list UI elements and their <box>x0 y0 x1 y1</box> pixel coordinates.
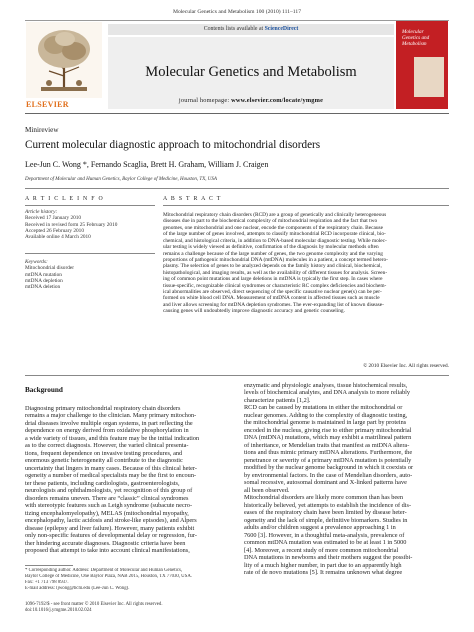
body-line: disease (epilepsy and liver failure). However, many patients exhibit <box>25 524 195 532</box>
body-line: the mitochondrial genome is maintained in large part by proteins <box>244 419 407 427</box>
keyword: Mitochondrial disorder <box>25 265 74 272</box>
body-line: RCD can be caused by mutations in either the mitochondrial or <box>244 404 403 412</box>
issn-doi <box>25 602 163 614</box>
abstract-line: formed on white blood cell DNA. Measurement of mtDNA content in affected tissues such as muscle <box>163 295 380 302</box>
journal-title: Molecular Genetics and Metabolism <box>145 64 357 80</box>
contents-prefix: Contents lists available at <box>203 26 265 32</box>
body-line: [4]. Moreover, a recent study of more common mitochondrial <box>244 546 399 554</box>
contents-band <box>108 24 394 35</box>
running-head: Molecular Genetics and Metabolism 100 (2010) 111–117 <box>172 9 301 15</box>
abstract-line: ical abnormalities are observed, direct sequencing of the specific causative nuclear gene(s) can be per- <box>163 289 382 296</box>
body-line: remains a major challenge to the clinician. Many primary mitochon- <box>25 412 197 420</box>
issn-line: 1096-7192/$ - see front matter © 2010 Elsevier Inc. All rights reserved. <box>25 602 163 607</box>
doi-line: doi:10.1016/j.ymgme.2010.02.024 <box>25 608 92 614</box>
cover-title: Molecular Genetics and Metabolism <box>402 29 430 47</box>
body-line: characterize patients [1,2]. <box>244 396 311 404</box>
body-line: historically believed, yet attempts to establish the incidence of dis- <box>244 501 412 509</box>
cover-image <box>414 57 444 97</box>
abstract-line: causing genes will undoubtedly improve diagnostic accuracy and genetic counseling. <box>163 308 345 315</box>
body-line: neurologists and ophthalmologists, yet recognition of this group of <box>25 487 193 495</box>
body-line: ogeneity and the lack of simple, definitive biomarkers. Studies in <box>244 516 408 524</box>
abstract-line: diseases due in part to the biochemical complexity of mitochondrial respiration and the fact that two <box>163 218 378 225</box>
history-label: Article history: <box>25 209 58 215</box>
body-line: ogeneity a number of medical specialists may be the first to encoun- <box>25 472 197 480</box>
divider <box>25 205 155 206</box>
body-line: proposed that attempt to take into account clinical manifestations, <box>25 547 190 555</box>
body-line: nuclear genomes. Adding to the complexity of diagnostic testing, <box>244 411 408 419</box>
body-line: DNA (mtDNA) mutations, which may exhibit a matrilineal pattern <box>244 434 412 442</box>
homepage-prefix: journal homepage: <box>178 97 232 104</box>
body-line: adults and/or children suggest a prevalence approaching 1 in <box>244 524 396 532</box>
body-line: common mtDNA mutation was estimated to be at least 1 in 5000 <box>244 539 407 547</box>
body-line: modified by the nuclear genome background in which it coexists or <box>244 464 414 472</box>
author-list: Lee-Jun C. Wong *, Fernando Scaglia, Brett H. Graham, William J. Craigen <box>25 160 269 169</box>
abstract-line: genomes, one mitochondrial and one nuclear, encode the components of the respiratory chain. Because <box>163 224 383 231</box>
body-line: encephalopathy, lactic acidosis and stroke-like episodes), and Alpers <box>25 517 197 525</box>
body-line: somal recessive, autosomal dominant and X-linked patterns have <box>244 479 407 487</box>
body-line: DNA mutations in newborns and their mothers suggest the possibi- <box>244 554 413 562</box>
body-line: levels of biochemical analytes, and DNA analysis to more reliably <box>244 389 410 397</box>
abstract-line: of the large number of genes involved, attempts to classify mitochondrial RCD incorporate clinical, bio- <box>163 231 386 238</box>
abstract-line: tissue-specific, recognizable clinical syndromes or characteristic RC complex deficiencies and biochem- <box>163 282 387 289</box>
body-line: all been observed. <box>244 486 290 494</box>
article-title: Current molecular diagnostic approach to mitochondrial disorders <box>25 139 321 151</box>
abstract-line: plasmy. The selection of genes to be analyzed depends on the family history and clinical, biochemical, <box>163 263 382 270</box>
body-line: drial diseases involve multiple organ systems, in part reflecting the <box>25 419 193 427</box>
abstract-heading: A B S T R A C T <box>163 196 222 202</box>
divider <box>25 188 449 189</box>
section-heading-background: Background <box>25 386 63 394</box>
body-line: tions, frequent dependence on invasive testing procedures, and <box>25 449 183 457</box>
footnote-line: E-mail address: ljwong@bcm.edu (Lee-Jun C. Wong). <box>25 586 130 592</box>
footnote-line: * Corresponding author. Address: Department of Molecular and Human Genetics, <box>25 568 183 573</box>
body-line: tizing encephalomyelopathy), MELAS (mitochondrial myopathy, <box>25 509 189 517</box>
keyword: mtDNA deletion <box>25 284 61 291</box>
body-line: uncertainty that lingers in many cases. Because of this clinical heter- <box>25 464 197 472</box>
body-line: ther hindering accurate diagnoses. Diagnostic criteria have been <box>25 539 186 547</box>
body-line: of inheritance, or Mendelian traits that manifest as mtDNA altera- <box>244 441 410 449</box>
journal-homepage <box>108 97 394 104</box>
history-item: Available online 4 March 2010 <box>25 234 91 241</box>
abstract-line: ing of common point mutations and large deletions in mtDNA is typically the first step. In cases where <box>163 276 383 283</box>
keywords-label: Keywords: <box>25 259 48 265</box>
footnote-line: Fax: +1 713 798 8937. <box>25 580 69 586</box>
divider <box>25 253 155 254</box>
elsevier-logo <box>25 21 103 111</box>
divider <box>163 205 449 206</box>
body-line: enormous genetic heterogeneity all contribute to the diagnostic <box>25 457 183 465</box>
abstract-line: Mitochondrial respiratory chain disorders (RCD) are a group of genetically and clinically heterogeneous <box>163 212 387 218</box>
abstract-line: remains a challenge because of the large number of genes, the two genome complexity and the varying <box>163 250 383 257</box>
body-line: encoded in the nucleus, giving rise to either primary mitochondrial <box>244 426 412 434</box>
history-item: Received in revised form 25 February 2010 <box>25 221 118 228</box>
body-line: penetrance or severity of a primary mtDNA mutation is potentially <box>244 456 412 464</box>
keyword: mtDNA mutation <box>25 271 62 278</box>
article-info-heading: A R T I C L E I N F O <box>25 196 105 202</box>
body-line: enzymatic and physiologic analyses, tissue histochemical results, <box>244 382 408 389</box>
body-line: eases of the respiratory chain have been limited by disease heter- <box>244 509 407 517</box>
journal-cover <box>396 21 448 109</box>
history-item: Accepted 26 February 2010 <box>25 227 84 234</box>
body-column-right <box>244 382 449 577</box>
divider <box>25 375 449 376</box>
abstract-line: proportions of pathogenic mitochondrial DNA (mtDNA) molecules in a patient, a concept termed hetero- <box>163 256 388 263</box>
body-line: rate of de novo mutations [5]. It remains unknown what degree <box>244 569 403 577</box>
body-line: Mitochondrial disorders are likely more common than has been <box>244 494 404 502</box>
body-line: tions and thus mimic primary mtDNA alterations. Furthermore, the <box>244 449 413 457</box>
abstract-line: and liver allows screening for mtDNA depletion syndromes. The ever-expanding list of known disease- <box>163 301 384 308</box>
keyword: mtDNA depletion <box>25 277 63 284</box>
footnote-divider <box>25 565 73 566</box>
body-line: with stereotypic features such as Leigh syndrome (subacute necro- <box>25 502 193 510</box>
body-line: only non-specific features of developmental delay or regression, fur- <box>25 532 197 540</box>
footnote-line: Baylor College of Medicine, One Baylor Plaza, NAB 2015, Houston, TX 77030, USA. <box>25 574 192 580</box>
homepage-link[interactable]: www.elsevier.com/locate/ymgme <box>231 97 324 104</box>
body-line: 7600 [3]. However, in a thoughtful meta-analysis, prevalence of <box>244 531 405 539</box>
body-line: dependence on energy derived from oxidative phosphorylation in <box>25 427 189 435</box>
body-column-left <box>25 405 230 555</box>
sciencedirect-link[interactable]: ScienceDirect <box>264 26 299 32</box>
abstract-line: chemical, and histological criteria, in addition to DNA-based molecular diagnostic testing. While molec- <box>163 237 387 244</box>
publisher-name: ELSEVIER <box>26 100 69 109</box>
abstract-line: histopathological, and imaging results, as well as the availability of different tissues for analysis. Screen- <box>163 269 388 276</box>
copyright-notice: © 2010 Elsevier Inc. All rights reserved. <box>363 363 449 369</box>
body-line: ter these patients, including cardiologists, gastroenterologists, <box>25 479 180 487</box>
tree-icon <box>25 21 103 99</box>
corresponding-author-footnote <box>25 568 230 592</box>
affiliation: Department of Molecular and Human Genetics, Baylor College of Medicine, Houston, TX, USA <box>25 177 217 182</box>
body-line: disorders remains uneven. There are “classic” clinical syndromes <box>25 494 189 502</box>
article-history <box>25 209 117 240</box>
body-line: as to the correct diagnosis. However, the varied clinical presenta- <box>25 442 189 450</box>
abstract-line: ular testing is widely viewed as definitive, confirmation of the diagnosis by molecular methods often <box>163 244 379 251</box>
article-type: Minireview <box>25 126 59 134</box>
abstract-text <box>163 212 449 315</box>
body-line: a wide variety of tissues, and this feature may be the initial indication <box>25 434 200 442</box>
body-line: lity of a much higher number, in part due to an apparently high <box>244 561 402 569</box>
body-line: by environmental factors. In the case of Mendelian disorders, auto- <box>244 471 413 479</box>
history-item: Received 17 January 2010 <box>25 215 82 222</box>
body-line: Diagnosing primary mitochondrial respiratory chain disorders <box>25 405 181 412</box>
keywords <box>25 259 74 290</box>
